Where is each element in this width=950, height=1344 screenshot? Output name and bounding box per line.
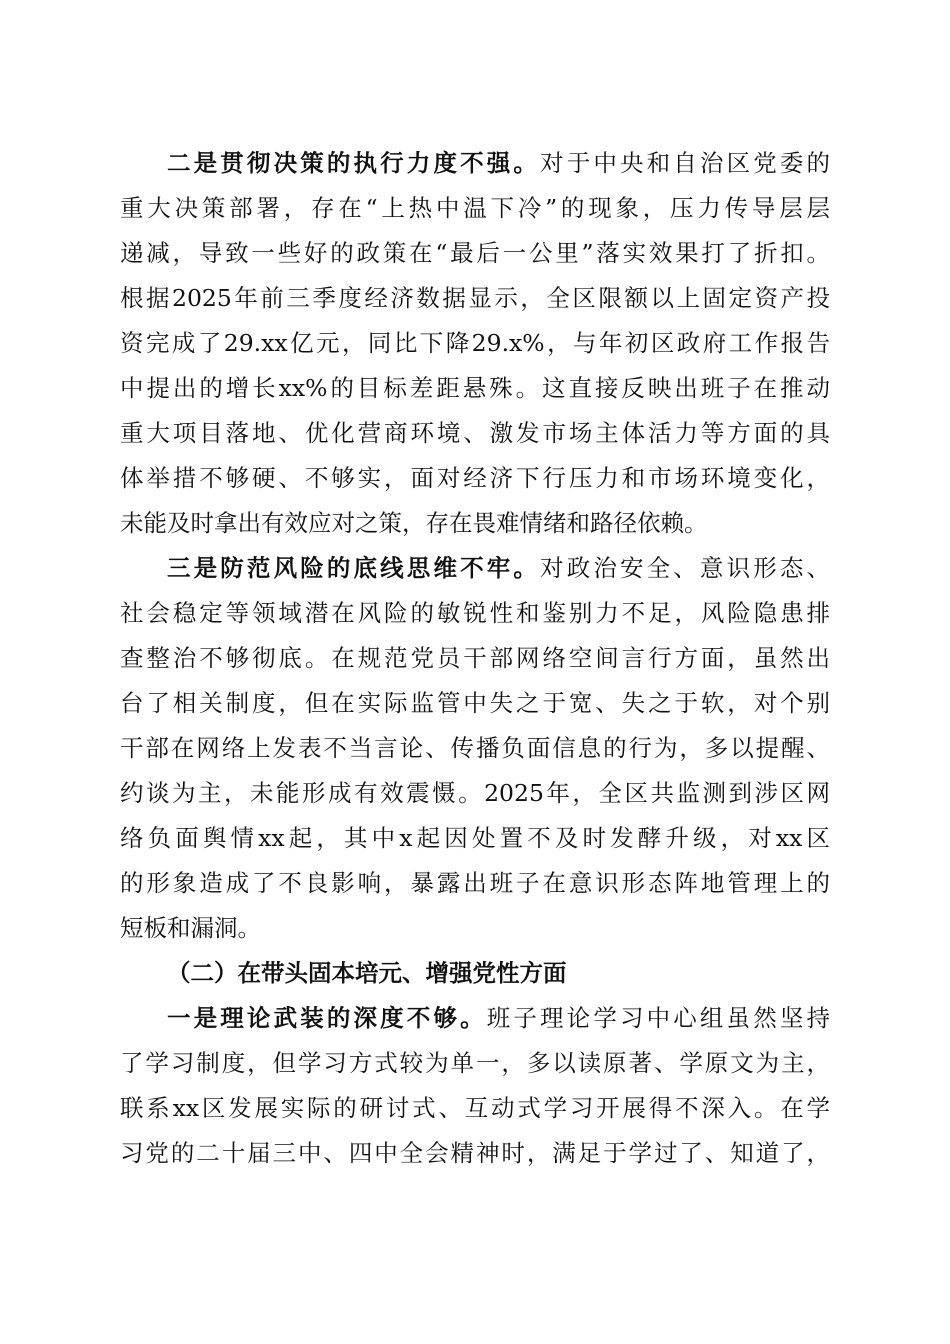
line-text: 干部在网络上发表不当言论、传播负面信息的行为，多以提醒、 [120,734,830,762]
paragraph-lead: 二是贯彻决策的执行力度不强。 [167,149,541,177]
line-text: 了学习制度，但学习方式较为单一，多以读原著、学原文为主， [120,1049,830,1077]
paragraph-line [120,368,830,408]
line-text: 对于中央和自治区党委的 [540,149,831,177]
paragraph-lead: 三是防范风险的底线思维不牢。 [167,554,541,582]
paragraph-line [120,458,830,498]
line-text: 查整治不够彻底。在规范党员干部网络空间言行方面，虽然出 [120,644,830,672]
paragraph-line [120,683,830,723]
paragraph-line [167,143,830,183]
paragraph-line [120,1133,830,1173]
paragraph-line [120,1088,830,1128]
line-text: 习党的二十届三中、四中全会精神时，满足于学过了、知道了， [120,1139,830,1167]
paragraph-line [120,728,830,768]
line-text: 约谈为主，未能形成有效震慑。2025年，全区共监测到涉区网 [120,779,830,807]
line-text: 根据2025年前三季度经济数据显示，全区限额以上固定资产投 [120,284,830,312]
paragraph-line [120,908,830,948]
line-text: 递减，导致一些好的政策在“最后一公里”落实效果打了折扣。 [120,239,830,267]
paragraph-line [167,998,830,1038]
paragraph-lead: 一是理论武装的深度不够。 [167,1004,487,1032]
section-heading [167,953,877,993]
line-text: 络负面舆情xx起，其中x起因处置不及时发酵升级，对xx区 [120,824,830,852]
line-text: 资完成了29.xx亿元，同比下降29.x%，与年初区政府工作报告 [120,329,830,357]
line-text: 重大项目落地、优化营商环境、激发市场主体活力等方面的具 [120,419,830,447]
paragraph-line [120,818,830,858]
paragraph-line [120,1043,830,1083]
line-text: 台了相关制度，但在实际监管中失之于宽、失之于软，对个别 [120,689,830,717]
line-text: 的形象造成了不良影响，暴露出班子在意识形态阵地管理上的 [120,869,830,897]
line-text: 对政治安全、意识形态、 [540,554,831,582]
paragraph-line [120,773,830,813]
line-text: 短板和漏洞。 [120,914,261,942]
paragraph-line [120,503,830,543]
paragraph-line [120,278,830,318]
paragraph-line [167,548,830,588]
paragraph-line [120,413,830,453]
line-text: 社会稳定等领域潜在风险的敏锐性和鉴别力不足，风险隐患排 [120,599,830,627]
paragraph-line [120,593,830,633]
paragraph-line [120,233,830,273]
paragraph-line [120,863,830,903]
line-text: 中提出的增长xx%的目标差距悬殊。这直接反映出班子在推动 [120,374,830,402]
line-text: 未能及时拿出有效应对之策，存在畏难情绪和路径依赖。 [120,509,708,537]
line-text: 联系xx区发展实际的研讨式、互动式学习开展得不深入。在学 [120,1094,830,1122]
paragraph-line [120,188,830,228]
line-text: 体举措不够硬、不够实，面对经济下行压力和市场环境变化， [120,464,830,492]
line-text: 重大决策部署，存在“上热中温下冷”的现象，压力传导层层 [120,194,830,222]
heading-text: （二）在带头固本培元、增强党性方面 [167,959,567,987]
paragraph-line [120,323,830,363]
paragraph-line [120,638,830,678]
line-text: 班子理论学习中心组虽然坚持 [486,1004,830,1032]
